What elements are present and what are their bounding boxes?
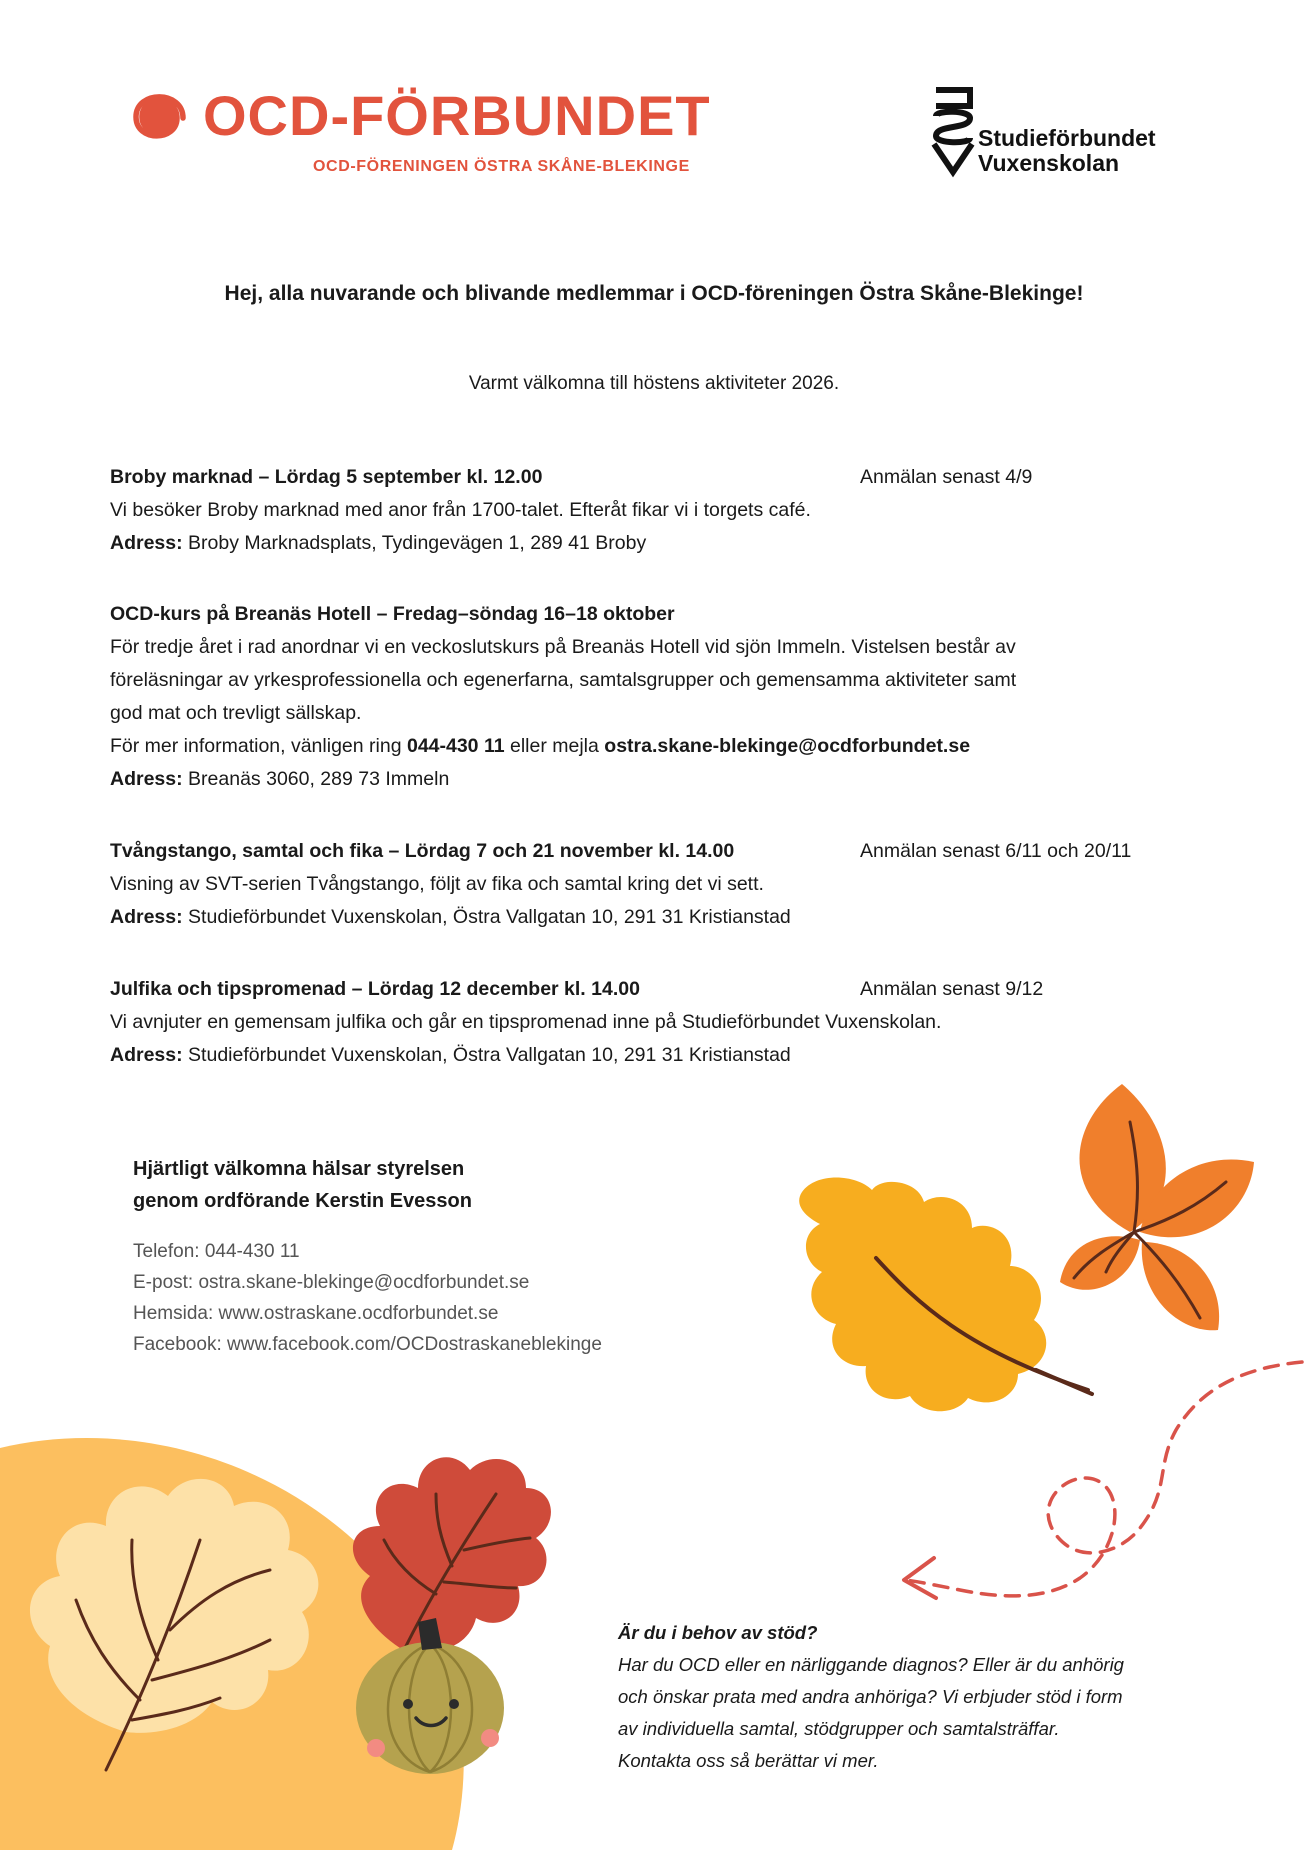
sv-wordmark-line1: Studieförbundet — [978, 125, 1156, 151]
event-ocd-kurs — [110, 598, 1230, 796]
contact-facebook[interactable]: Facebook: www.facebook.com/OCDostraskaneblekinge — [133, 1334, 602, 1355]
contact-email[interactable]: E-post: ostra.skane-blekinge@ocdforbundet.se — [133, 1272, 530, 1293]
support-line: av individuella samtal, stödgrupper och samtalsträffar. — [618, 1718, 1060, 1739]
support-info — [618, 1617, 1218, 1777]
contact-phone: Telefon: 044-430 11 — [133, 1241, 300, 1262]
event-address: Breanäs 3060, 289 73 Immeln — [188, 768, 450, 790]
event-tvangstango — [110, 835, 1230, 934]
info-mid: eller mejla — [504, 735, 605, 757]
support-line: och önskar prata med andra anhöriga? Vi erbjuder stöd i form — [618, 1686, 1123, 1707]
event-description-line: god mat och trevligt sällskap. — [110, 702, 362, 724]
address-label: Adress: — [110, 532, 183, 554]
event-address: Studieförbundet Vuxenskolan, Östra Vallgatan 10, 291 31 Kristianstad — [188, 906, 791, 928]
event-title: Broby marknad – Lördag 5 september kl. 12.00 — [110, 466, 543, 488]
support-question: Är du i behov av stöd? — [618, 1622, 818, 1643]
signoff — [133, 1153, 472, 1217]
sv-wordmark — [978, 126, 1156, 176]
sv-monogram-icon — [932, 86, 974, 174]
support-line: Kontakta oss så berättar vi mer. — [618, 1750, 879, 1771]
info-email-link[interactable]: ostra.skane-blekinge@ocdforbundet.se — [604, 735, 971, 757]
event-title: Julfika och tipspromenad – Lördag 12 december kl. 14.00 — [110, 978, 640, 1000]
event-description-line: För tredje året i rad anordnar vi en veckoslutskurs på Breanäs Hotell vid sjön Immeln. Vistelsen består av — [110, 636, 1016, 658]
event-title: Tvångstango, samtal och fika – Lördag 7 och 21 november kl. 14.00 — [110, 840, 735, 862]
event-description: Visning av SVT-serien Tvångstango, följt av fika och samtal kring det vi sett. — [110, 873, 764, 895]
event-deadline: Anmälan senast 6/11 och 20/11 — [860, 840, 1132, 862]
event-deadline: Anmälan senast 4/9 — [860, 466, 1033, 488]
cream-leaf-icon — [20, 1470, 350, 1790]
spiral-icon — [125, 84, 189, 150]
event-julfika — [110, 973, 1230, 1072]
sv-wordmark-line2: Vuxenskolan — [978, 150, 1120, 176]
ocd-forbundet-logo — [125, 82, 725, 182]
ocd-wordmark: OCD-FÖRBUNDET — [203, 84, 711, 147]
signoff-line2: genom ordförande Kerstin Evesson — [133, 1190, 472, 1212]
contact-list — [133, 1236, 602, 1360]
dashed-arrow-icon — [900, 1350, 1308, 1610]
event-description-line: föreläsningar av yrkesprofessionella och egenerfarna, samtalsgrupper och gemensamma aktiviteter samt — [110, 669, 1017, 691]
address-label: Adress: — [110, 1044, 183, 1066]
intro-text: Varmt välkomna till höstens aktiviteter 2026. — [468, 373, 840, 394]
event-title: OCD-kurs på Breanäs Hotell – Fredag–söndag 16–18 oktober — [110, 603, 675, 625]
pumpkin-character-icon — [346, 1618, 516, 1778]
event-description: Vi avnjuter en gemensam julfika och går en tipspromenad inne på Studieförbundet Vuxenskolan. — [110, 1011, 942, 1033]
studieforbundet-vuxenskolan-logo — [932, 86, 1192, 176]
greeting-heading: Hej, alla nuvarande och blivande medlemmar i OCD-föreningen Östra Skåne-Blekinge! — [224, 282, 1084, 305]
address-label: Adress: — [110, 906, 183, 928]
signoff-line1: Hjärtligt välkomna hälsar styrelsen — [133, 1158, 465, 1180]
event-deadline: Anmälan senast 9/12 — [860, 978, 1044, 1000]
event-broby-marknad — [110, 461, 1230, 560]
contact-website[interactable]: Hemsida: www.ostraskane.ocdforbundet.se — [133, 1303, 499, 1324]
address-label: Adress: — [110, 768, 183, 790]
ocd-subtitle: OCD-FÖRENINGEN ÖSTRA SKÅNE-BLEKINGE — [313, 158, 690, 175]
event-address: Studieförbundet Vuxenskolan, Östra Vallgatan 10, 291 31 Kristianstad — [188, 1044, 791, 1066]
event-address: Broby Marknadsplats, Tydingevägen 1, 289 41 Broby — [188, 532, 647, 554]
info-prefix: För mer information, vänligen ring — [110, 735, 407, 757]
support-line: Har du OCD eller en närliggande diagnos? Eller är du anhörig — [618, 1654, 1124, 1675]
info-phone: 044-430 11 — [406, 735, 505, 757]
event-description: Vi besöker Broby marknad med anor från 1700-talet. Efteråt fikar vi i torgets café. — [110, 499, 811, 521]
